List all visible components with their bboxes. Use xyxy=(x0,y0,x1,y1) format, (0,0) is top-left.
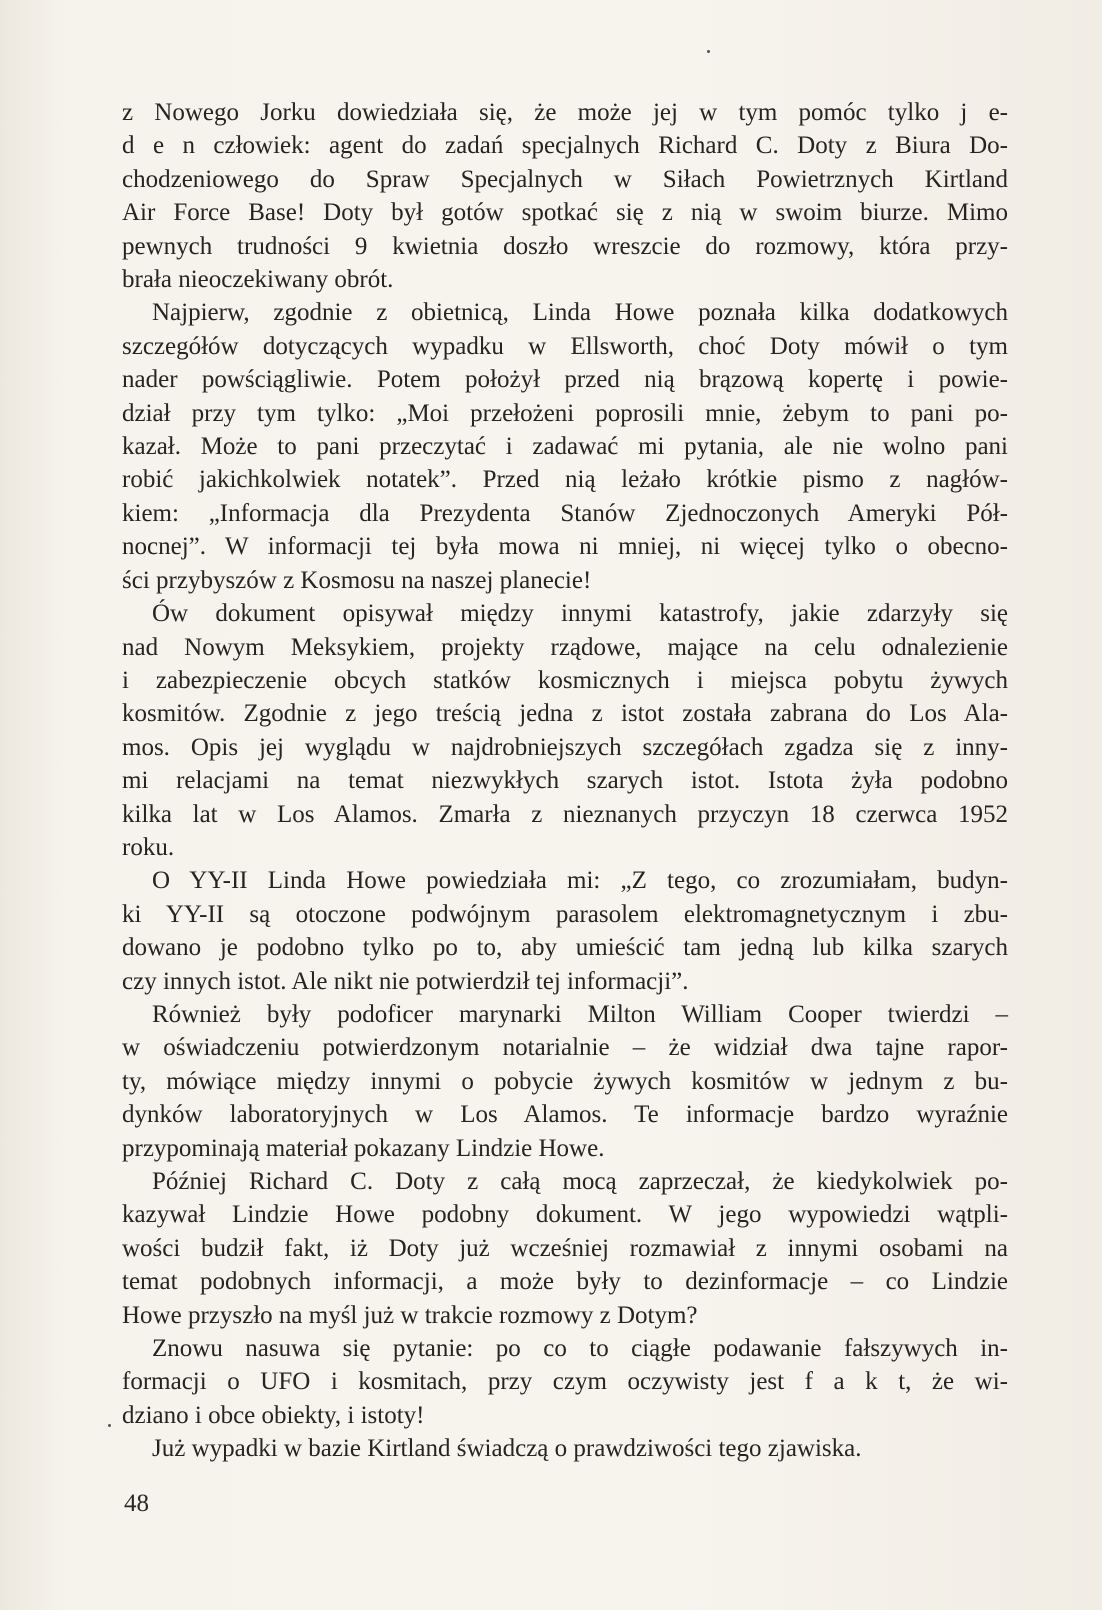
paragraph xyxy=(122,96,1008,296)
body-text xyxy=(122,96,1008,1466)
text-line: robić jakichkolwiek notatek”. Przed nią leżało krótkie pismo z nagłów- xyxy=(122,466,1008,494)
paragraph xyxy=(122,296,1008,597)
text-line: dynków laboratoryjnych w Los Alamos. Te informacje bardzo wyraźnie xyxy=(122,1101,1008,1129)
paragraph xyxy=(122,597,1008,864)
paragraph xyxy=(122,1165,1008,1332)
text-line: O YY-II Linda Howe powiedziała mi: „Z tego, co zrozumiałam, budyn- xyxy=(152,867,1008,895)
text-line: kiem: „Informacja dla Prezydenta Stanów Zjednoczonych Ameryki Pół- xyxy=(122,499,1008,527)
text-line: kazywał Lindzie Howe podobny dokument. W jego wypowiedzi wątpli- xyxy=(122,1201,1008,1229)
text-line: dziano i obce obiekty, i istoty! xyxy=(122,1401,425,1429)
text-line: czy innych istot. Ale nikt nie potwierdził tej informacji”. xyxy=(122,967,689,995)
text-line: Znowu nasuwa się pytanie: po co to ciągłe podawanie fałszywych in- xyxy=(152,1335,1008,1363)
text-line: kilka lat w Los Alamos. Zmarła z nieznanych przyczyn 18 czerwca 1952 xyxy=(122,800,1008,828)
text-line: Już wypadki w bazie Kirtland świadczą o prawdziwości tego zjawiska. xyxy=(152,1435,862,1463)
text-line: z Nowego Jorku dowiedziała się, że może jej w tym pomóc tylko j e- xyxy=(122,99,1008,126)
text-line: ki YY-II są otoczone podwójnym parasolem elektromagnetycznym i zbu- xyxy=(122,900,1008,928)
text-line: d e n człowiek: agent do zadań specjalnych Richard C. Doty z Biura Do- xyxy=(122,132,1008,160)
text-line: Howe przyszło na myśl już w trakcie rozmowy z Dotym? xyxy=(122,1301,698,1329)
text-line: kazał. Może to pani przeczytać i zadawać mi pytania, ale nie wolno pani xyxy=(122,433,1008,461)
paragraph xyxy=(122,1432,1008,1465)
text-line: i zabezpieczenie obcych statków kosmicznych i miejsca pobytu żywych xyxy=(122,666,1008,694)
text-line: dział przy tym tylko: „Moi przełożeni poprosili mnie, żebym to pani po- xyxy=(122,399,1008,427)
text-line: Później Richard C. Doty z całą mocą zaprzeczał, że kiedykolwiek po- xyxy=(152,1168,1008,1195)
text-line: wości budził fakt, iż Doty już wcześniej rozmawiał z innymi osobami na xyxy=(122,1234,1008,1262)
text-line: nocnej”. W informacji tej była mowa ni mniej, ni więcej tylko o obecno- xyxy=(122,533,1008,561)
text-line: formacji o UFO i kosmitach, przy czym oczywisty jest f a k t, że wi- xyxy=(122,1368,1008,1396)
text-line: nad Nowym Meksykiem, projekty rządowe, mające na celu odnalezienie xyxy=(122,633,1008,661)
text-line: ty, mówiące między innymi o pobycie żywych kosmitów w jednym z bu- xyxy=(122,1067,1008,1095)
text-line: przypominają materiał pokazany Lindzie Howe. xyxy=(122,1134,605,1162)
text-line: nader powściągliwie. Potem położył przed nią brązową kopertę i powie- xyxy=(122,366,1008,394)
text-line: temat podobnych informacji, a może były to dezinformacje – co Lindzie xyxy=(122,1268,1008,1296)
text-line: szczegółów dotyczących wypadku w Ellsworth, choć Doty mówił o tym xyxy=(122,332,1008,360)
text-line: Również były podoficer marynarki Milton William Cooper twierdzi – xyxy=(152,1000,1008,1028)
text-line: Air Force Base! Doty był gotów spotkać się z nią w swoim biurze. Mimo xyxy=(122,199,1008,227)
text-line: ści przybyszów z Kosmosu na naszej planecie! xyxy=(122,566,592,594)
paragraph xyxy=(122,864,1008,998)
paragraph xyxy=(122,998,1008,1165)
text-line: mi relacjami na temat niezwykłych szarych istot. Istota żyła podobno xyxy=(122,767,1008,795)
text-line: mos. Opis jej wyglądu w najdrobniejszych szczegółach zgadza się z inny- xyxy=(122,733,1008,761)
dust-speck xyxy=(108,1424,111,1427)
text-line: dowano je podobno tylko po to, aby umieścić tam jedną lub kilka szarych xyxy=(122,934,1008,962)
text-line: Ów dokument opisywał między innymi katastrofy, jakie zdarzyły się xyxy=(152,600,1008,628)
dust-speck xyxy=(707,50,710,53)
text-line: chodzeniowego do Spraw Specjalnych w Siłach Powietrznych Kirtland xyxy=(122,165,1008,193)
text-line: Najpierw, zgodnie z obietnicą, Linda Howe poznała kilka dodatkowych xyxy=(152,299,1008,327)
paragraph xyxy=(122,1332,1008,1432)
page-number: 48 xyxy=(124,1490,149,1517)
text-line: w oświadczeniu potwierdzonym notarialnie – że widział dwa tajne rapor- xyxy=(122,1034,1008,1062)
text-line: pewnych trudności 9 kwietnia doszło wreszcie do rozmowy, która przy- xyxy=(122,232,1008,260)
text-line: brała nieoczekiwany obrót. xyxy=(122,266,394,294)
text-line: roku. xyxy=(122,833,175,861)
text-line: kosmitów. Zgodnie z jego treścią jedna z istot została zabrana do Los Ala- xyxy=(122,700,1008,728)
